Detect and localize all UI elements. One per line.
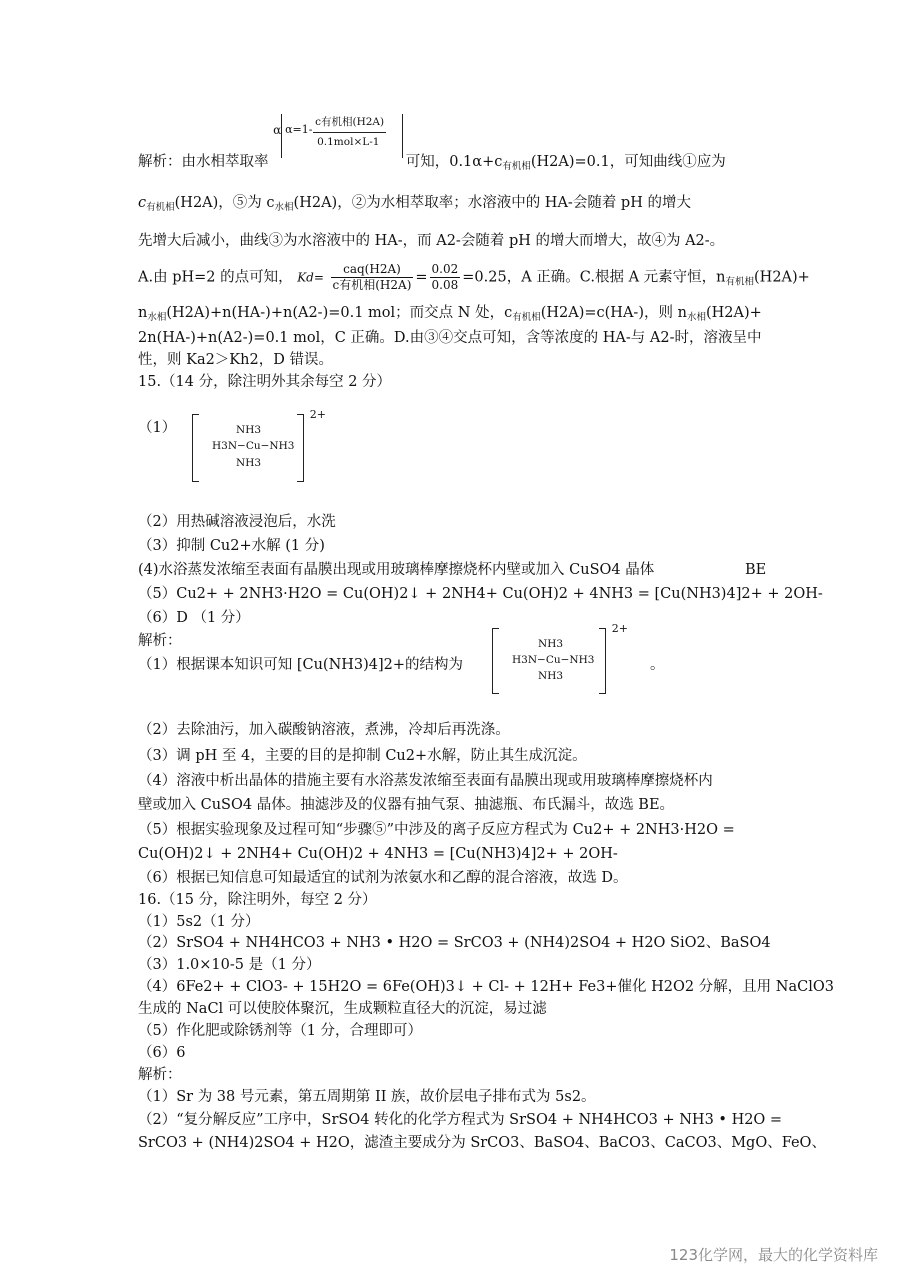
q15-answer-3: （3）抑制 Cu2+水解 (1 分) — [138, 538, 325, 554]
q16-analysis-label: 解析： — [138, 1067, 182, 1083]
q15-answer-5: （5）Cu2+ + 2NH3·H2O = Cu(OH)2↓ + 2NH4+ Cu(OH)2 + 4NH3 = [Cu(NH3)4]2+ + 2OH- — [138, 586, 823, 602]
q16-header: 16.（15 分，除注明外，每空 2 分） — [138, 892, 377, 908]
complex-charge: 2+ — [309, 408, 326, 421]
q15-answer-6: （6）D （1 分） — [138, 610, 250, 626]
kd-value-fraction — [430, 262, 461, 293]
analysis-line-1 — [138, 116, 726, 177]
q15-header: 15.（14 分，除注明外其余每空 2 分） — [138, 374, 392, 390]
q15-explain-1: （1）根据课本知识可知 [Cu(NH3)4]2+的结构为 — [138, 657, 464, 673]
subscript: 有机相 — [502, 161, 531, 172]
analysis-line-6: 2n(HA-)+n(A2-)=0.1 mol，C 正确。D.由③④交点可知，含等浓度的 HA-与 A2-时，溶液呈中 — [138, 330, 762, 346]
subscript: 水相 — [147, 312, 167, 323]
analysis-text: A.由 pH=2 的点可知， — [138, 269, 293, 286]
q16-answer-4: （4）6Fe2+ + ClO3- + 15H2O = 6Fe(OH)3↓ + Cl- + 12H+ Fe3+催化 H2O2 分解，且用 NaClO3 — [138, 979, 834, 995]
q16-answer-3: （3）1.0×10-5 是（1 分） — [138, 957, 321, 973]
left-bracket — [492, 628, 499, 694]
analysis-text: (H2A)+n(HA-)+n(A2-)=0.1 mol；而交点 N 处，c — [166, 305, 513, 321]
analysis-text: (H2A)+ — [754, 269, 810, 286]
analysis-text: (H2A)=c(HA-)，则 n — [540, 305, 687, 321]
q15-explain-4a: （4）溶液中析出晶体的措施主要有水浴蒸发浓缩至表面有晶膜出现或用玻璃棒摩擦烧杯内 — [138, 773, 713, 789]
analysis-text: (H2A)，⑤为 c — [174, 195, 275, 211]
subscript: 有机相 — [512, 312, 541, 323]
analysis-text: =0.25，A 正确。C.根据 A 元素守恒，n — [462, 269, 726, 286]
q15-explain-6: （6）根据已知信息可知最适宜的试剂为浓氨水和乙醇的混合溶液，故选 D。 — [138, 870, 628, 886]
subscript: 水相 — [274, 202, 294, 213]
ligand-top: NH3 — [538, 638, 564, 650]
alpha-symbol: α — [273, 123, 282, 137]
q16-answer-4b: 生成的 NaCl 可以使胶体聚沉，生成颗粒直径大的沉淀，易过滤 — [138, 1001, 547, 1017]
kd-num: caq(H2A) — [331, 262, 414, 278]
copper-ammine-complex — [192, 408, 326, 482]
alpha-eq: α=1- — [285, 123, 313, 136]
kd-val-num: 0.02 — [431, 262, 459, 276]
kd-den: c有机相(H2A) — [332, 278, 412, 292]
analysis-text: n — [138, 305, 148, 321]
q16-explain-2a: （2）“复分解反应”工序中，SrSO4 转化的化学方程式为 SrSO4 + NH4HCO3 + NH3 • H2O = — [138, 1112, 783, 1128]
right-bracket — [297, 414, 304, 482]
q15-answer-4: (4)水浴蒸发浓缩至表面有晶膜出现或用玻璃棒摩擦烧杯内壁或加入 CuSO4 晶体 — [138, 562, 655, 578]
subscript: 有机相 — [725, 276, 755, 288]
q15-explain-4b: 壁或加入 CuSO4 晶体。抽滤涉及的仪器有抽气泵、抽滤瓶、布氏漏斗，故选 BE。 — [138, 797, 675, 813]
q16-explain-2b: SrCO3 + (NH4)2SO4 + H2O，滤渣主要成分为 SrCO3、BaSO4、BaCO3、CaCO3、MgO、FeO、 — [138, 1135, 826, 1151]
q16-answer-6: （6）6 — [138, 1045, 186, 1061]
subscript: 水相 — [686, 312, 706, 323]
analysis-text: (H2A)+ — [705, 305, 762, 321]
ligand-bottom: NH3 — [538, 670, 564, 682]
complex-center: H3N−Cu−NH3 — [212, 440, 295, 452]
q15-explain-3: （3）调 pH 至 4，主要的目的是抑制 Cu2+水解，防止其生成沉淀。 — [138, 748, 587, 764]
analysis-line-7: 性，则 Ka2＞Kh2，D 错误。 — [138, 352, 333, 368]
frac-numerator: c有机相(H2A) — [313, 112, 386, 133]
c-symbol: c — [138, 195, 147, 211]
q15-answer-2: （2）用热碱溶液浸泡后，水洗 — [138, 514, 336, 530]
analysis-line-4: A.由 pH=2 的点可知， Kd= $\frac{\text{caq(H2A)}}{\text{c有机相(H2A)}}$ = $\frac{0.02}{0.08}$ =0.25，A 正确。C.根据 A 元素守恒，$n_{有机相}(H2A)+$ — [138, 262, 810, 292]
frac-denominator: 0.1mol×L-1 — [317, 136, 380, 148]
analysis-text: 解析：由水相萃取率 — [138, 154, 269, 170]
kd-val-den: 0.08 — [431, 278, 459, 292]
analysis-text: 可知，0.1α+c — [405, 154, 503, 170]
copper-ammine-complex-2 — [492, 622, 628, 694]
analysis-line-5 — [138, 303, 762, 328]
q16-answer-2: （2）SrSO4 + NH4HCO3 + NH3 • H2O = SrCO3 + (NH4)2SO4 + H2O SiO2、BaSO4 — [138, 935, 771, 951]
ligand-bottom: NH3 — [236, 457, 262, 469]
extraction-rate-formula — [273, 116, 401, 166]
q15-explain-5b: Cu(OH)2↓ + 2NH4+ Cu(OH)2 + 4NH3 = [Cu(NH3)4]2+ + 2OH- — [138, 846, 618, 862]
ligand-top: NH3 — [236, 424, 262, 436]
kd-symbol: Kd= — [297, 270, 324, 285]
analysis-line-3: 先增大后减小，曲线③为水溶液中的 HA-，而 A2-会随着 pH 的增大而增大，故④为 A2-。 — [138, 233, 725, 249]
q16-explain-1: （1）Sr 为 38 号元素，第五周期第 II 族，故价层电子排布式为 5s2。 — [138, 1089, 596, 1105]
q16-answer-5: （5）作化肥或除锈剂等（1 分，合理即可） — [138, 1023, 423, 1039]
q15-analysis-label: 解析： — [138, 633, 182, 649]
q15-explain-5a: （5）根据实验现象及过程可知“步骤⑤”中涉及的离子反应方程式为 Cu2+ + 2NH3·H2O = — [138, 822, 735, 838]
analysis-line-2 — [138, 193, 691, 218]
left-bracket — [192, 414, 199, 482]
site-watermark: 123化学网，最大的化学资料库 — [669, 1246, 878, 1264]
complex-charge: 2+ — [611, 622, 628, 635]
complex-center: H3N−Cu−NH3 — [512, 654, 595, 666]
q16-answer-1: （1）5s2（1 分） — [138, 914, 260, 930]
analysis-text: (H2A)，②为水相萃取率；水溶液中的 HA-会随着 pH 的增大 — [293, 195, 691, 211]
analysis-text: (H2A)=0.1，可知曲线①应为 — [530, 154, 726, 170]
q15-explain-1-end: 。 — [650, 657, 665, 673]
kd-fraction — [331, 262, 414, 293]
right-bracket — [599, 628, 606, 694]
subscript: 有机相 — [146, 202, 175, 213]
q15-answer-1-label: （1） — [138, 420, 177, 436]
q15-answer-4-choice: BE — [745, 562, 767, 578]
q15-explain-2: （2）去除油污，加入碳酸钠溶液，煮沸，冷却后再洗涤。 — [138, 722, 510, 738]
